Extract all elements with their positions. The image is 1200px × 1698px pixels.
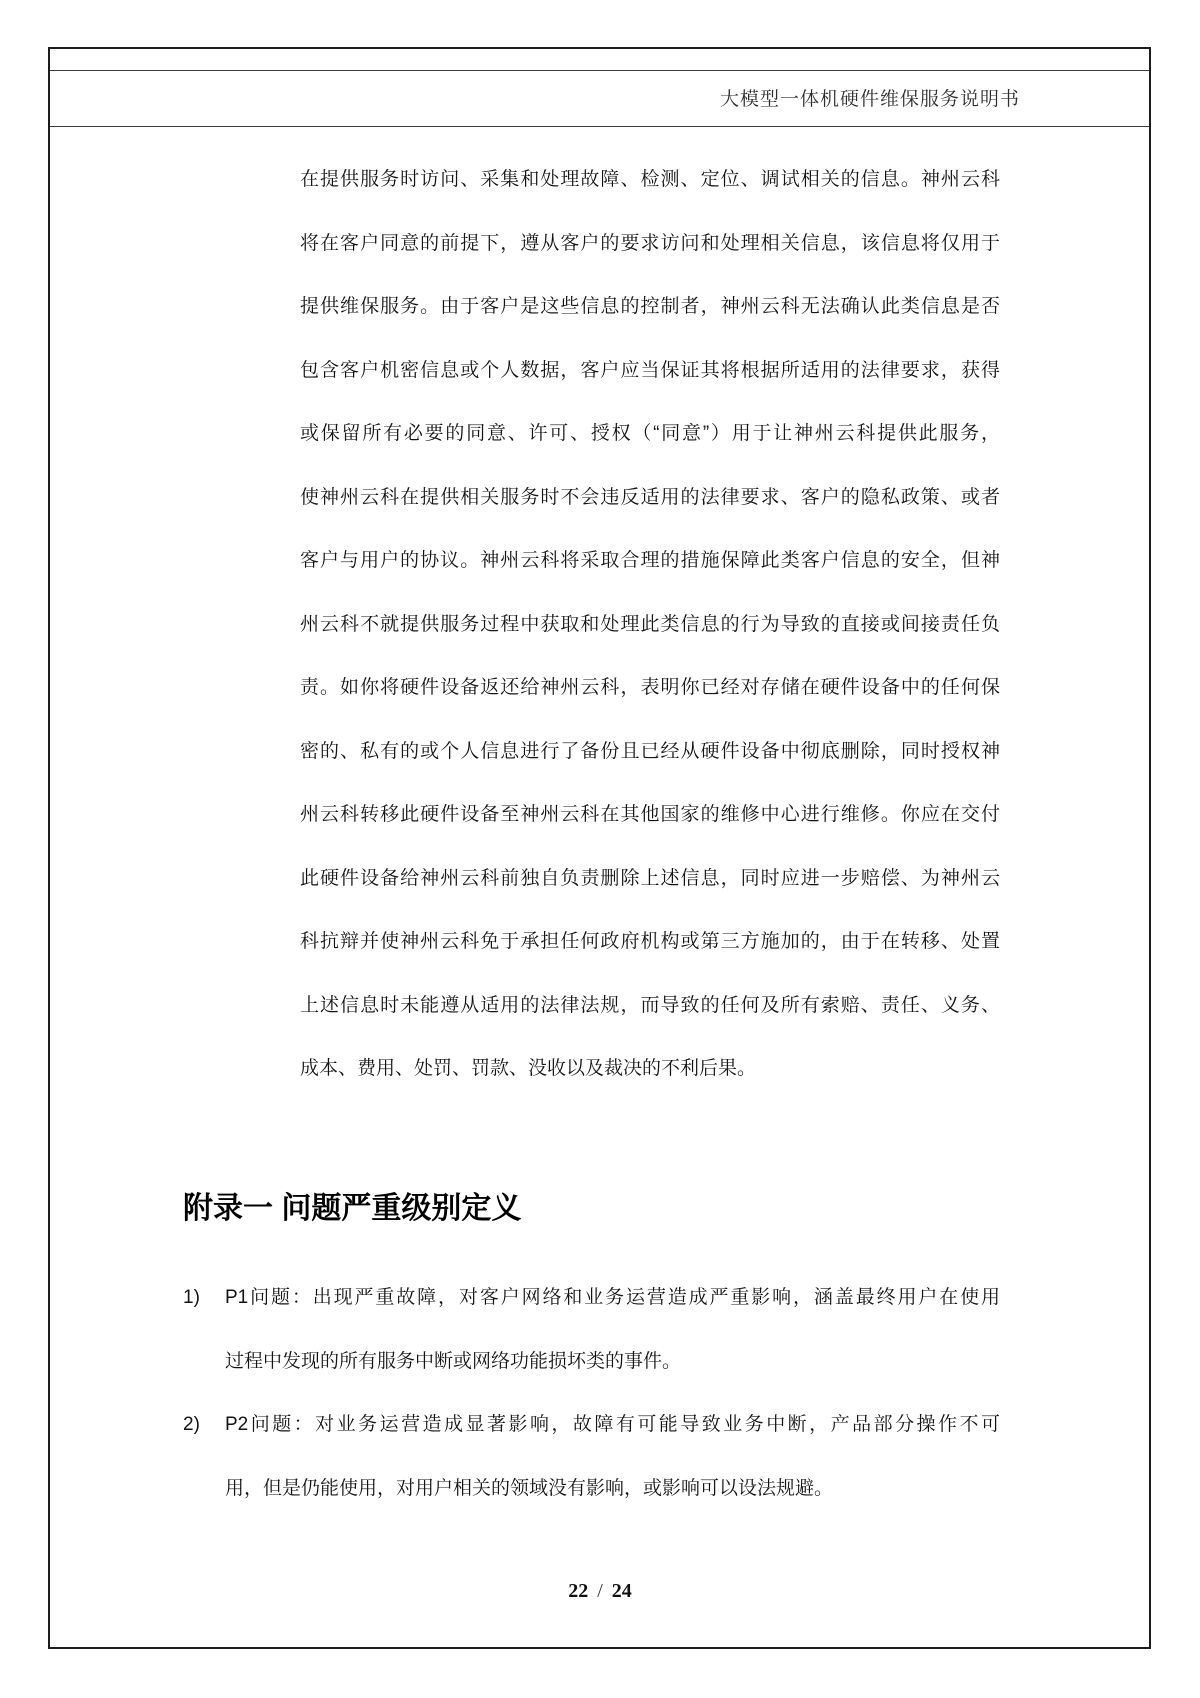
appendix-heading: 附录一 问题严重级别定义 xyxy=(183,1192,522,1225)
page-footer xyxy=(0,1580,1200,1603)
header-bottom-rule xyxy=(50,126,1149,127)
list-item-text xyxy=(225,1393,1000,1520)
severity-definition-list xyxy=(183,1266,1000,1520)
header-top-rule xyxy=(50,70,1149,71)
list-item-line: P2问题：对业务运营造成显著影响，故障有可能导致业务中断，产品部分操作不可 xyxy=(225,1414,1000,1435)
footer-current-page: 22 xyxy=(568,1580,589,1602)
paragraph-line: 科抗辩并使神州云科免于承担任何政府机构或第三方施加的，由于在转移、处置 xyxy=(300,931,1000,952)
paragraph-line: 密的、私有的或个人信息进行了备份且已经从硬件设备中彻底删除，同时授权神 xyxy=(300,740,1000,762)
paragraph-line: 将在客户同意的前提下，遵从客户的要求访问和处理相关信息，该信息将仅用于 xyxy=(300,232,1000,254)
paragraph-line: 责。如你将硬件设备返还给神州云科，表明你已经对存储在硬件设备中的任何保 xyxy=(300,677,1000,698)
list-item-line: P1问题：出现严重故障，对客户网络和业务运营造成严重影响，涵盖最终用户在使用 xyxy=(225,1287,1000,1308)
body-paragraph xyxy=(300,148,1000,1101)
list-item-number: 1) xyxy=(183,1287,200,1308)
footer-page-separator: / xyxy=(597,1580,603,1602)
list-item-line: 过程中发现的所有服务中断或网络功能损坏类的事件。 xyxy=(225,1350,682,1372)
list-item xyxy=(183,1266,1000,1393)
paragraph-line: 客户与用户的协议。神州云科将采取合理的措施保障此类客户信息的安全，但神 xyxy=(300,550,1000,571)
list-item-number: 2) xyxy=(183,1414,200,1435)
paragraph-line: 或保留所有必要的同意、许可、授权（“同意”）用于让神州云科提供此服务， xyxy=(300,423,1000,444)
paragraph-line: 提供维保服务。由于客户是这些信息的控制者，神州云科无法确认此类信息是否 xyxy=(300,296,1000,317)
paragraph-line: 使神州云科在提供相关服务时不会违反适用的法律要求、客户的隐私政策、或者 xyxy=(300,486,1000,508)
paragraph-line: 包含客户机密信息或个人数据，客户应当保证其将根据所适用的法律要求，获得 xyxy=(300,359,1000,381)
paragraph-line: 成本、费用、处罚、罚款、没收以及裁决的不利后果。 xyxy=(300,1058,757,1079)
list-item-line: 用，但是仍能使用，对用户相关的领域没有影响，或影响可以设法规避。 xyxy=(225,1477,834,1499)
paragraph-line: 州云科不就提供服务过程中获取和处理此类信息的行为导致的直接或间接责任负 xyxy=(300,613,1000,635)
paragraph-line: 上述信息时未能遵从适用的法律法规，而导致的任何及所有索赔、责任、义务、 xyxy=(300,994,1000,1016)
list-item xyxy=(183,1393,1000,1520)
paragraph-line: 此硬件设备给神州云科前独自负责删除上述信息，同时应进一步赔偿、为神州云 xyxy=(300,867,1000,889)
paragraph-line: 州云科转移此硬件设备至神州云科在其他国家的维修中心进行维修。你应在交付 xyxy=(300,804,1000,825)
header-title: 大模型一体机硬件维保服务说明书 xyxy=(719,89,1020,110)
paragraph-line: 在提供服务时访问、采集和处理故障、检测、定位、调试相关的信息。神州云科 xyxy=(300,169,1000,190)
footer-total-pages: 24 xyxy=(611,1580,632,1602)
list-item-text xyxy=(225,1266,1000,1393)
